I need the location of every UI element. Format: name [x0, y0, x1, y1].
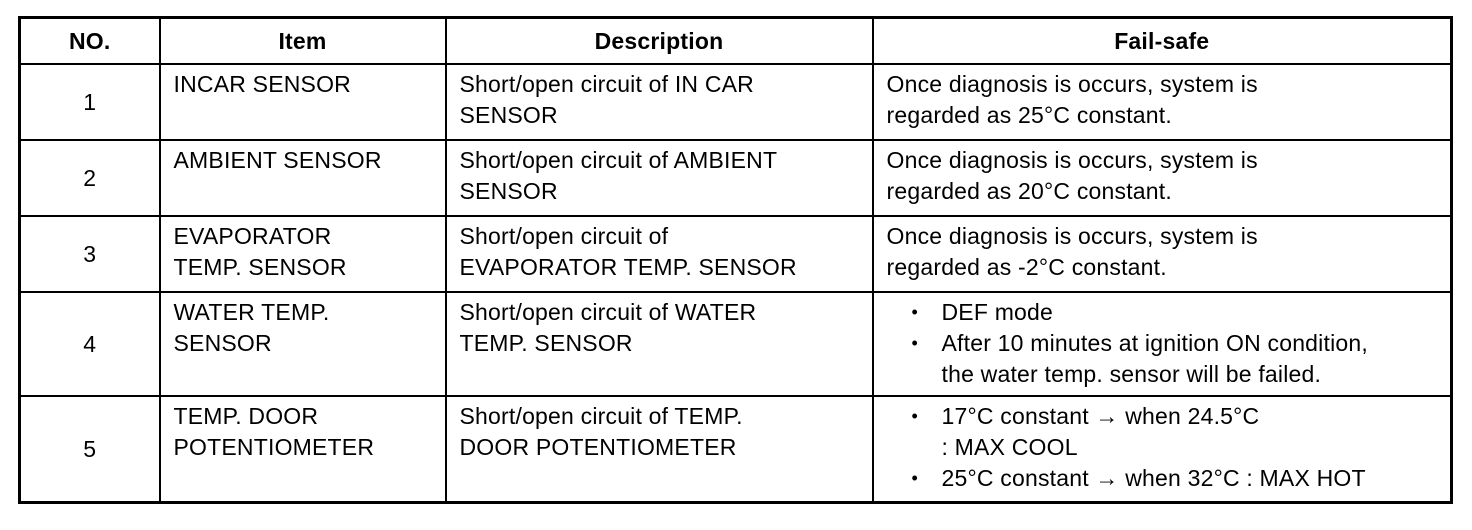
item-cell — [160, 396, 446, 503]
failsafe-cell — [873, 292, 1452, 396]
row-number: 5 — [20, 396, 160, 503]
description-line: Short/open circuit of IN CAR — [459, 71, 754, 97]
failsafe-line: the water temp. sensor will be failed. — [941, 361, 1322, 387]
table-row — [20, 292, 1452, 396]
description-line: TEMP. SENSOR — [459, 330, 633, 356]
failsafe-line: Once diagnosis is occurs, system is — [886, 71, 1258, 97]
item-cell — [160, 216, 446, 292]
failsafe-cell — [873, 396, 1452, 503]
item-line: TEMP. SENSOR — [173, 254, 347, 280]
table-row — [20, 396, 1452, 503]
item-line: INCAR SENSOR — [173, 71, 351, 97]
description-line: DOOR POTENTIOMETER — [459, 434, 737, 460]
failsafe-bullet-list — [887, 401, 1443, 494]
table-header-row — [20, 18, 1452, 65]
table-row — [20, 64, 1452, 140]
bullet-icon: • — [911, 468, 919, 488]
row-number: 2 — [20, 140, 160, 216]
failsafe-table — [18, 16, 1453, 504]
bullet-icon: • — [911, 333, 919, 353]
failsafe-bullet-list — [887, 297, 1443, 390]
description-line: Short/open circuit of TEMP. — [459, 403, 743, 429]
failsafe-bullet — [910, 463, 1443, 494]
item-line: EVAPORATOR — [173, 223, 332, 249]
failsafe-cell — [873, 216, 1452, 292]
header-description: Description — [446, 18, 873, 65]
row-number: 3 — [20, 216, 160, 292]
description-cell — [446, 64, 873, 140]
bullet-icon: • — [911, 302, 919, 322]
failsafe-cell — [873, 140, 1452, 216]
failsafe-cell — [873, 64, 1452, 140]
failsafe-table-container — [18, 16, 1450, 504]
description-line: EVAPORATOR TEMP. SENSOR — [459, 254, 797, 280]
description-line: Short/open circuit of AMBIENT — [459, 147, 778, 173]
failsafe-bullet — [910, 297, 1443, 328]
item-line: TEMP. DOOR — [173, 403, 319, 429]
row-number: 4 — [20, 292, 160, 396]
failsafe-line: : MAX COOL — [941, 434, 1078, 460]
table-row — [20, 140, 1452, 216]
description-cell — [446, 396, 873, 503]
failsafe-line: DEF mode — [941, 299, 1054, 325]
failsafe-line: 17°C constant → when 24.5°C — [941, 403, 1260, 429]
failsafe-line: Once diagnosis is occurs, system is — [886, 223, 1258, 249]
description-cell — [446, 216, 873, 292]
failsafe-line: 25°C constant → when 32°C : MAX HOT — [941, 465, 1366, 491]
header-no: NO. — [20, 18, 160, 65]
row-number: 1 — [20, 64, 160, 140]
failsafe-bullet — [910, 328, 1443, 390]
item-line: WATER TEMP. — [173, 299, 330, 325]
item-cell — [160, 64, 446, 140]
description-line: SENSOR — [459, 178, 558, 204]
failsafe-line: Once diagnosis is occurs, system is — [886, 147, 1258, 173]
description-cell — [446, 292, 873, 396]
table-row — [20, 216, 1452, 292]
failsafe-line: After 10 minutes at ignition ON condition, — [941, 330, 1368, 356]
description-cell — [446, 140, 873, 216]
header-failsafe: Fail-safe — [873, 18, 1452, 65]
description-line: Short/open circuit of WATER — [459, 299, 757, 325]
description-line: Short/open circuit of — [459, 223, 669, 249]
item-line: SENSOR — [173, 330, 272, 356]
failsafe-line: regarded as 25°C constant. — [886, 102, 1172, 128]
bullet-icon: • — [911, 406, 919, 426]
description-line: SENSOR — [459, 102, 558, 128]
item-line: AMBIENT SENSOR — [173, 147, 382, 173]
failsafe-line: regarded as 20°C constant. — [886, 178, 1172, 204]
failsafe-line: regarded as -2°C constant. — [886, 254, 1167, 280]
failsafe-bullet — [910, 401, 1443, 463]
item-line: POTENTIOMETER — [173, 434, 375, 460]
header-item: Item — [160, 18, 446, 65]
item-cell — [160, 292, 446, 396]
item-cell — [160, 140, 446, 216]
